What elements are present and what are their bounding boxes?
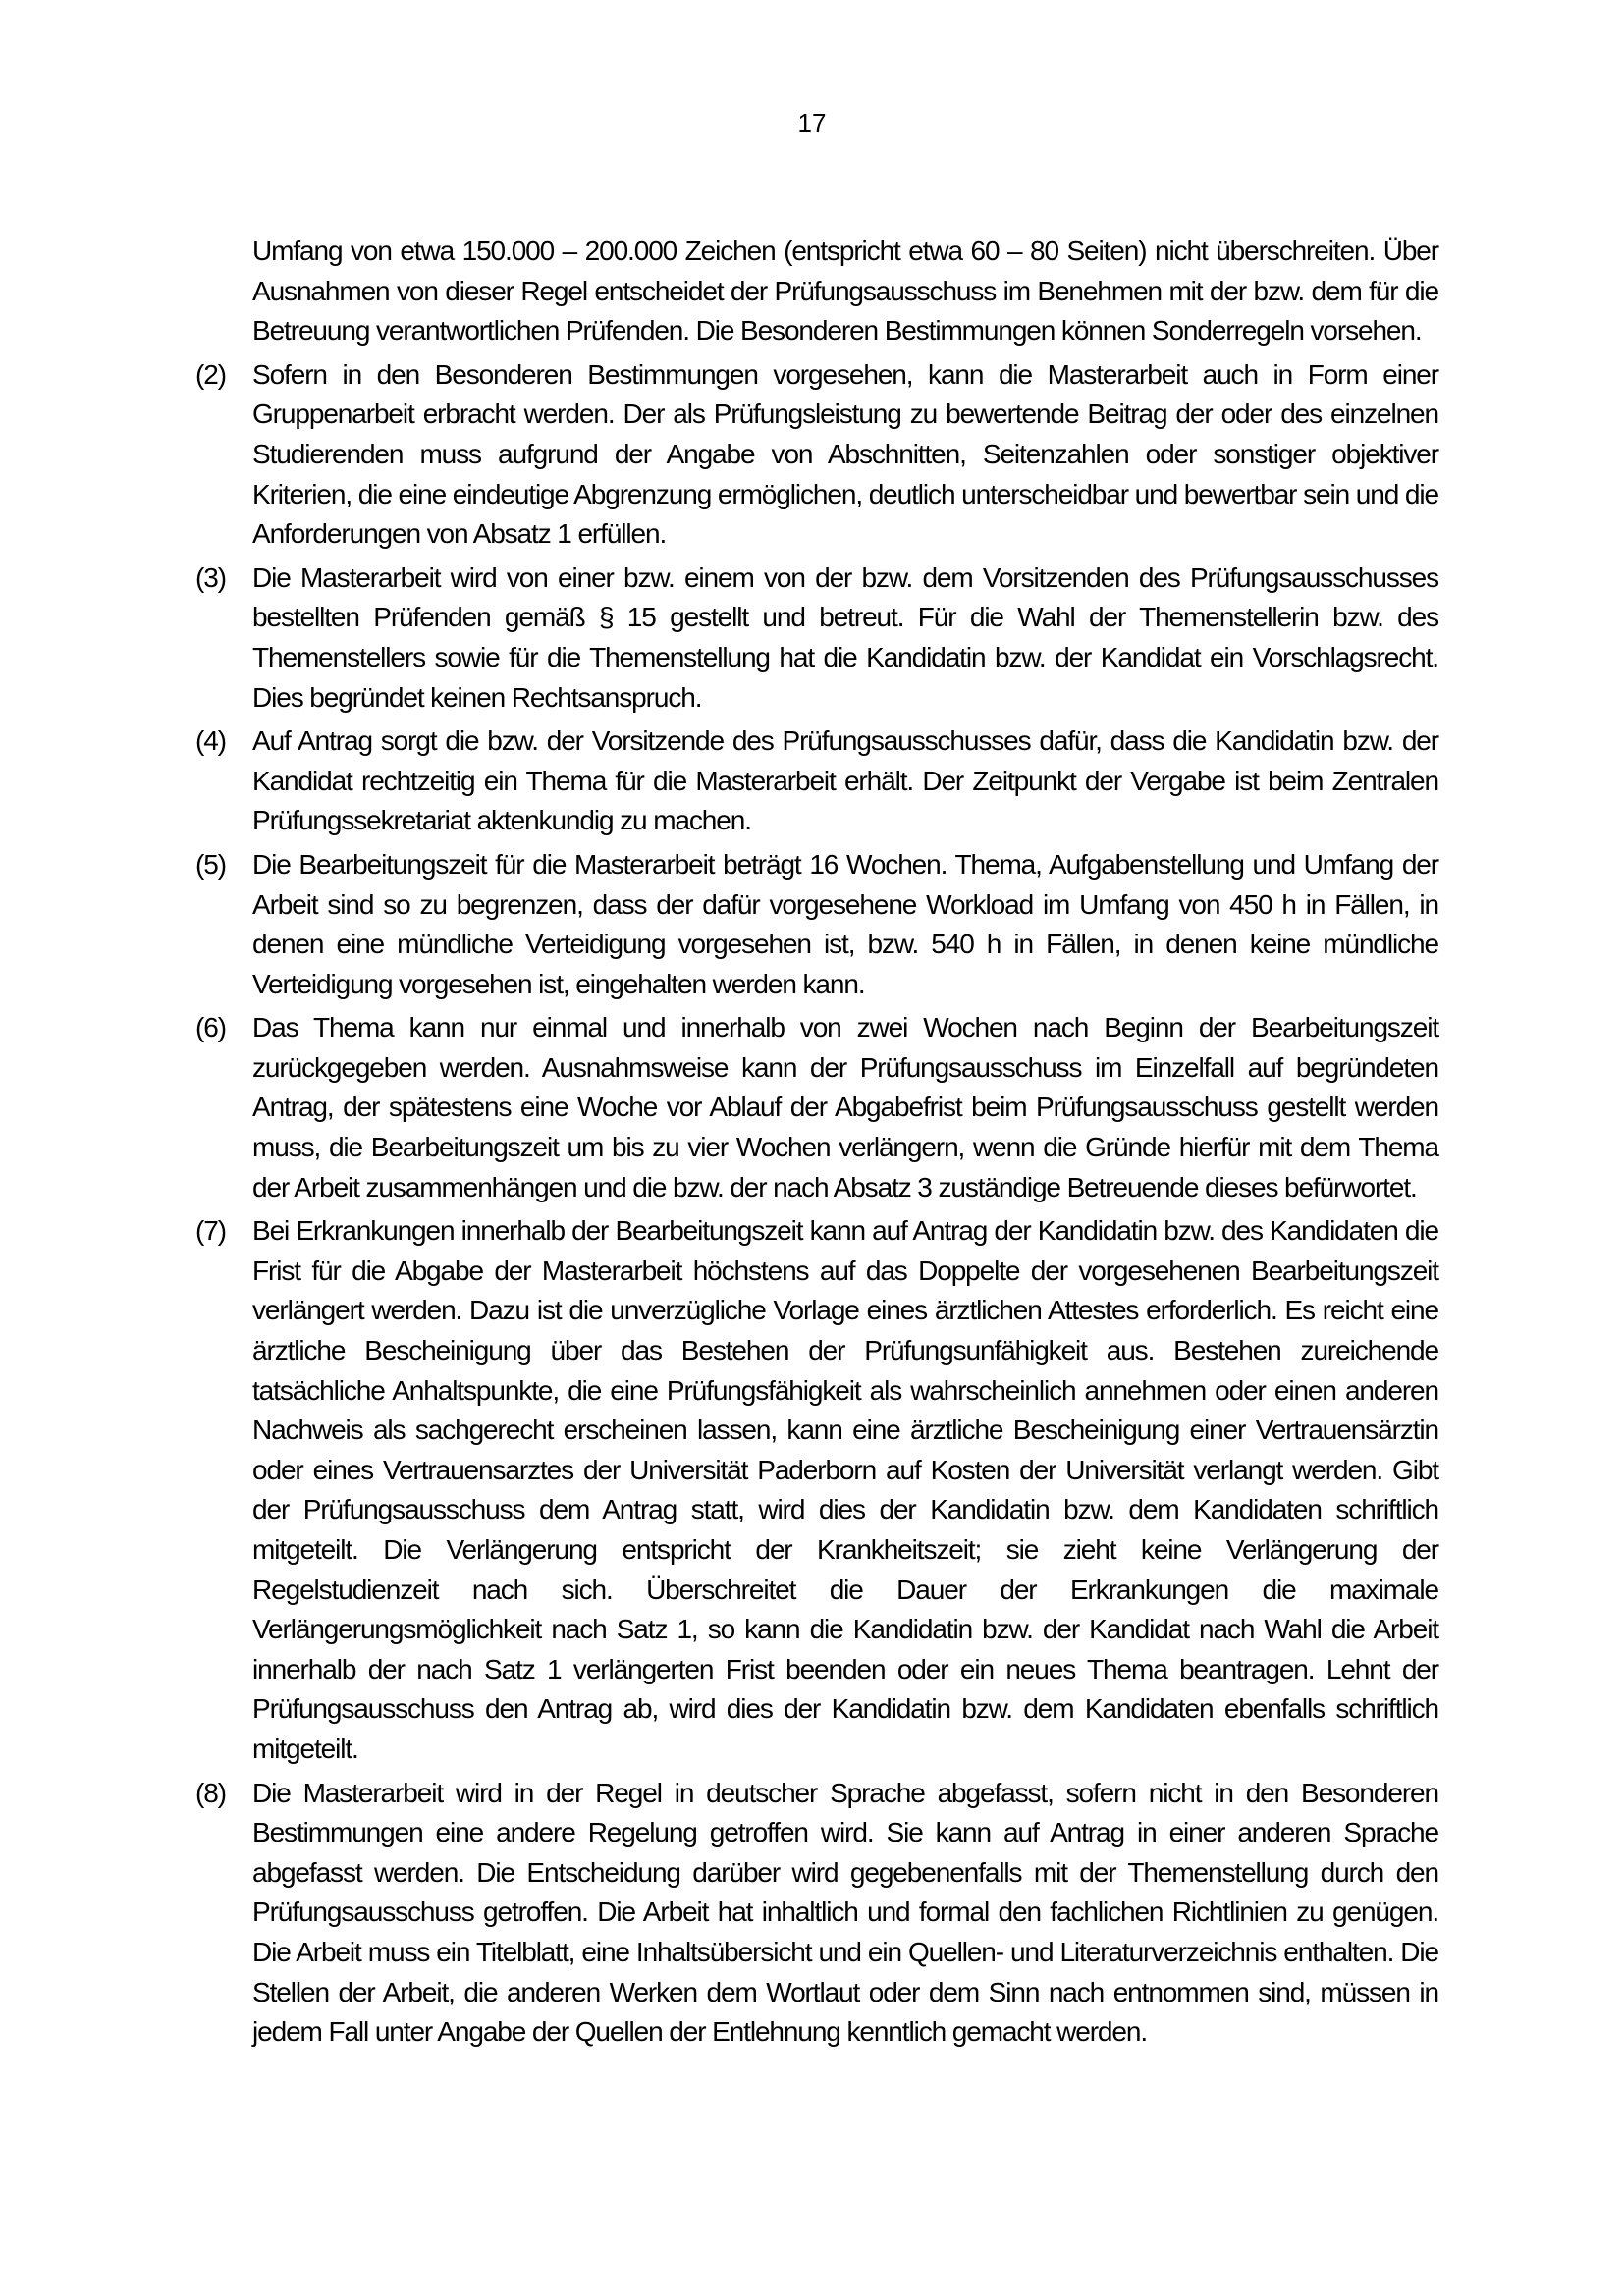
- paragraph-2: [195, 355, 1438, 555]
- paragraph-number: (7): [195, 1215, 226, 1247]
- paragraph-text: Die Bearbeitungszeit für die Masterarbeit beträgt 16 Wochen. Thema, Aufgabenstellung und Umfang der Arbeit sind so zu begrenzen, dass der dafür vorgesehene Workload im Umfang von 450 h in Fällen, in denen eine mündliche Verteidigung vorgesehen ist, bzw. 540 h in Fällen, in denen keine mündliche Verteidigung vorgesehen ist, eingehalten werden kann.: [252, 848, 1438, 999]
- paragraph-text: Die Masterarbeit wird von einer bzw. einem von der bzw. dem Vorsitzenden des Prüfungsausschusses bestellten Prüfenden gemäß § 15 gestellt und betreut. Für die Wahl der Themenstellerin bzw. des Themenstellers sowie für die Themenstellung hat die Kandidatin bzw. der Kandidat ein Vorschlagsrecht. Dies begründet keinen Rechtsanspruch.: [252, 561, 1438, 713]
- paragraph-7: [195, 1211, 1438, 1769]
- paragraph-5: [195, 845, 1438, 1004]
- paragraph-text: Sofern in den Besonderen Bestimmungen vorgesehen, kann die Masterarbeit auch in Form einer Gruppenarbeit erbracht werden. Der als Prüfungsleistung zu bewertende Beitrag der oder des einzelnen Studierenden muss aufgrund der Angabe von Abschnitten, Seitenzahlen oder sonstiger objektiver Kriterien, die eine eindeutige Abgrenzung ermöglichen, deutlich unterscheidbar und bewertbar sein und die Anforderungen von Absatz 1 erfüllen.: [252, 358, 1438, 550]
- paragraph-text: Umfang von etwa 150.000 – 200.000 Zeichen (entspricht etwa 60 – 80 Seiten) nicht überschreiten. Über Ausnahmen von dieser Regel entscheidet der Prüfungsausschuss im Benehmen mit der bzw. dem für die Betreuung verantwortlichen Prüfenden. Die Besonderen Bestimmungen können Sonderregeln vorsehen.: [252, 236, 1438, 347]
- paragraph-3: [195, 559, 1438, 718]
- paragraph-number: (8): [195, 1777, 226, 1808]
- paragraph-number: (4): [195, 725, 226, 757]
- paragraph-6: [195, 1008, 1438, 1207]
- paragraph-continuation: [195, 232, 1438, 351]
- paragraph-number: (3): [195, 561, 226, 593]
- document-body: [195, 232, 1438, 2056]
- paragraph-number: (6): [195, 1012, 226, 1043]
- paragraph-4: [195, 721, 1438, 841]
- paragraph-text: Das Thema kann nur einmal und innerhalb von zwei Wochen nach Beginn der Bearbeitungszeit zurückgegeben werden. Ausnahmsweise kann der Prüfungsausschuss im Einzelfall auf begründeten Antrag, der spätestens eine Woche vor Ablauf der Abgabefrist beim Prüfungsausschuss gestellt werden muss, die Bearbeitungszeit um bis zu vier Wochen verlängern, wenn die Gründe hierfür mit dem Thema der Arbeit zusammenhängen und die bzw. der nach Absatz 3 zuständige Betreuende dieses befürwortet.: [252, 1012, 1438, 1202]
- paragraph-8: [195, 1774, 1438, 2053]
- paragraph-number: (2): [195, 358, 226, 390]
- paragraph-text: Auf Antrag sorgt die bzw. der Vorsitzende des Prüfungsausschusses dafür, dass die Kandidatin bzw. der Kandidat rechtzeitig ein Thema für die Masterarbeit erhält. Der Zeitpunkt der Vergabe ist beim Zentralen Prüfungssekretariat aktenkundig zu machen.: [252, 725, 1438, 836]
- page-number: 17: [797, 108, 827, 137]
- paragraph-text: Bei Erkrankungen innerhalb der Bearbeitungszeit kann auf Antrag der Kandidatin bzw. des Kandidaten die Frist für die Abgabe der Masterarbeit höchstens auf das Doppelte der vorgesehenen Bearbeitungszeit verlängert werden. Dazu ist die unverzügliche Vorlage eines ärztlichen Attestes erforderlich. Es reicht eine ärztliche Bescheinigung über das Bestehen der Prüfungsunfähigkeit aus. Bestehen zureichende tatsächliche Anhaltspunkte, die eine Prüfungsfähigkeit als wahrscheinlich annehmen oder einen anderen Nachweis als sachgerecht erscheinen lassen, kann eine ärztliche Bescheinigung einer Vertrauensärztin oder eines Vertrauensarztes der Universität Paderborn auf Kosten der Universität verlangt werden. Gibt der Prüfungsausschuss dem Antrag statt, wird dies der Kandidatin bzw. dem Kandidaten schriftlich mitgeteilt. Die Verlängerung entspricht der Krankheitszeit; sie zieht keine Verlängerung der Regelstudienzeit nach sich. Überschreitet die Dauer der Erkrankungen die maximale Verlängerungsmöglichkeit nach Satz 1, so kann die Kandidatin bzw. der Kandidat nach Wahl die Arbeit innerhalb der nach Satz 1 verlängerten Frist beenden oder ein neues Thema beantragen. Lehnt der Prüfungsausschuss den Antrag ab, wird dies der Kandidatin bzw. dem Kandidaten ebenfalls schriftlich mitgeteilt.: [252, 1215, 1438, 1764]
- paragraph-text: Die Masterarbeit wird in der Regel in deutscher Sprache abgefasst, sofern nicht in den Besonderen Bestimmungen eine andere Regelung getroffen wird. Sie kann auf Antrag in einer anderen Sprache abgefasst werden. Die Entscheidung darüber wird gegebenenfalls mit der Themenstellung durch den Prüfungsausschuss getroffen. Die Arbeit hat inhaltlich und formal den fachlichen Richtlinien zu genügen. Die Arbeit muss ein Titelblatt, eine Inhaltsübersicht und ein Quellen- und Literaturverzeichnis enthalten. Die Stellen der Arbeit, die anderen Werken dem Wortlaut oder dem Sinn nach entnommen sind, müssen in jedem Fall unter Angabe der Quellen der Entlehnung kenntlich gemacht werden.: [252, 1777, 1438, 2048]
- paragraph-number: (5): [195, 848, 226, 880]
